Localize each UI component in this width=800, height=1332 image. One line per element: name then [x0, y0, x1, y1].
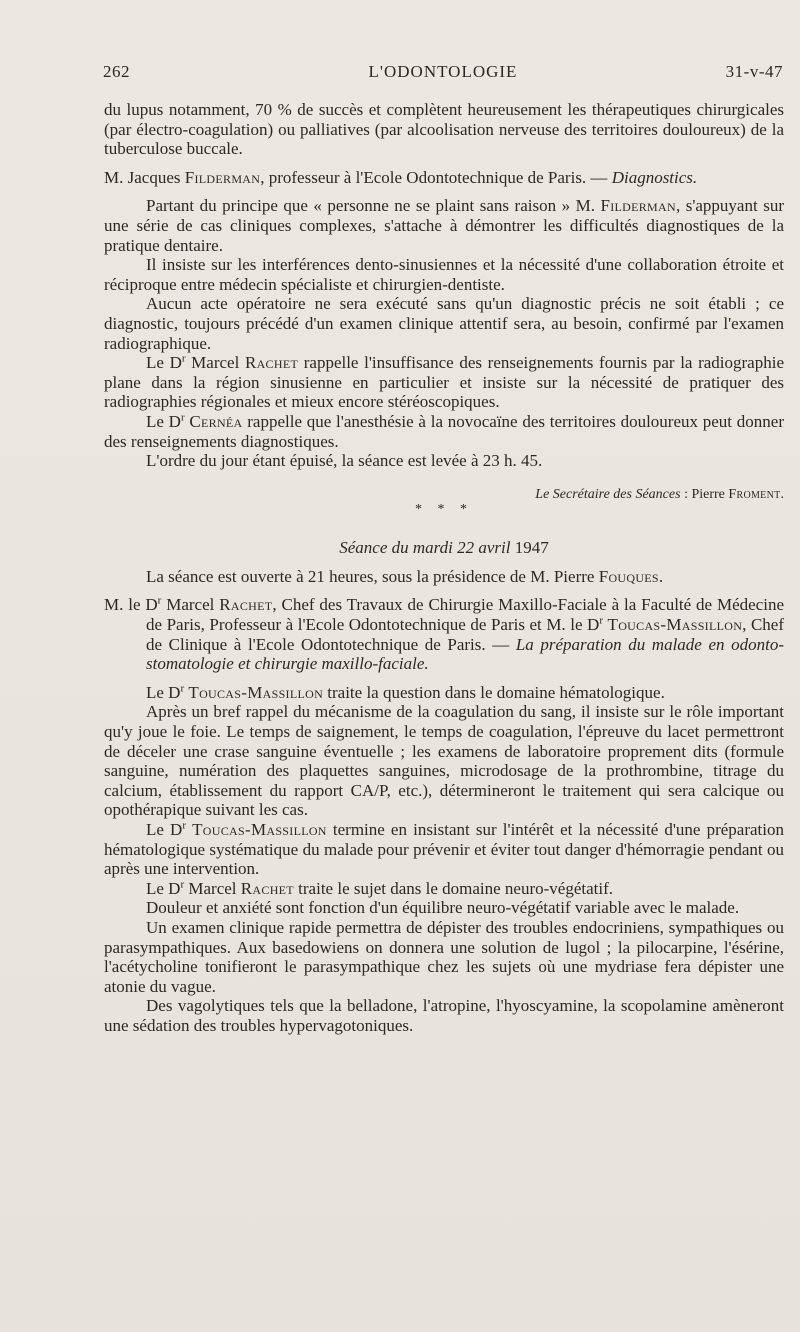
paragraph-aucun: Aucun acte opératoire ne sera exécuté sans qu'un diagnostic précis ne soit établi ; ce diagnostic, toujours précédé d'un examen clinique attentif sera, au besoin, confirmé par l'examen radiographique.	[104, 294, 784, 353]
paragraph-rachet-radiographie: Le $D^r$ Marcel Rachet rappelle l'insuffisance des renseignements fournis par la radiographie plane dans la région sinusienne en particulier et insiste sur la nécessité de pratiquer des radiographies régionales et mieux encore stéréoscopiques.	[104, 352, 785, 412]
author-name: Toucas-Massillon	[188, 682, 324, 702]
paragraph-toucas-hematologie: Le $D^r$ Toucas-Massillon traite la question dans le domaine hématologique.	[146, 682, 665, 702]
paragraph-vagolytiques: Des vagolytiques tels que la belladone, l'atropine, l'hyoscyamine, la scopolamine amèneront une sédation des troubles hypervagotoniques.	[104, 996, 784, 1035]
paragraph-ordre-du-jour: L'ordre du jour étant épuisé, la séance est levée à 23 h. 45.	[146, 451, 543, 471]
speaker-filderman: M. Jacques Filderman, professeur à l'Ecole Odontotechnique de Paris. — Diagnostics.	[104, 167, 698, 187]
author-name: Cernéa	[189, 411, 243, 431]
paragraph-ouverte: La séance est ouverte à 21 heures, sous la présidence de M. Pierre Fouques.	[146, 566, 664, 586]
paragraph-lupus: du lupus notamment, 70 % de succès et complètent heureusement les thérapeutiques chirurgicales (par électro-coagulation) ou palliatives (par alcoolisation nerveuse des territoires douloureux) de la tuberculose buccale.	[104, 100, 784, 159]
page-number: 262	[103, 62, 130, 81]
secretary-signature: Le Secrétaire des Séances : Pierre Froment.	[535, 486, 784, 502]
section-separator: * * *	[415, 502, 473, 518]
author-name: Rachet	[219, 595, 273, 615]
author-name: Toucas-Massillon	[192, 820, 327, 839]
talk-title: Diagnostics.	[611, 167, 698, 187]
paragraph-partant: Partant du principe que « personne ne se plaint sans raison » M. Filderman, s'appuyant sur une série de cas cliniques complexes, s'attache à démontrer les difficultés diagnostiques de la pratique dentaire.	[104, 196, 784, 255]
author-name: Rachet	[240, 878, 294, 898]
paragraph-insiste: Il insiste sur les interférences dento-sinusiennes et la nécessité d'une collaboration étroite et réciproque entre médecin spécialiste et chirurgien-dentiste.	[104, 255, 784, 294]
running-header	[103, 62, 783, 86]
author-name: Fouques	[598, 566, 659, 586]
session-title: Séance du mardi 22 avril 1947	[339, 538, 549, 558]
author-name: Rachet	[244, 353, 299, 373]
author-name: Filderman	[600, 196, 676, 216]
talk-title: La préparation du malade en odonto-stomatologie et chirurgie maxillo-faciale.	[146, 634, 784, 674]
journal-title: L'ODONTOLOGIE	[368, 62, 518, 81]
author-name: Filderman	[184, 167, 261, 187]
paragraph-douleur: Douleur et anxiété sont fonction d'un équilibre neuro-végétatif variable avec le malade.	[146, 898, 740, 918]
author-name: Toucas-Massillon	[607, 615, 743, 635]
paragraph-rachet-neuro: Le $D^r$ Marcel Rachet traite le sujet dans le domaine neuro-végétatif.	[146, 878, 614, 898]
issue-date: 31-v-47	[725, 62, 783, 81]
paragraph-examen: Un examen clinique rapide permettra de dépister des troubles endocriniens, sympathiques ou parasympathiques. Aux basedowiens on donnera une solution de lugol ; la pilocarpine, l'ésérine, l'acétycholine tonifieront le parasympathique chez les sujets où une mydriase fera dépister une atonie du vague.	[104, 917, 784, 996]
speaker-rachet-toucas: M. le $D^r$ Marcel Rachet, Chef des Travaux de Chirurgie Maxillo-Faciale à la Faculté de Médecine de Paris, Professeur à l'Ecole Odontotechnique de Paris et M. le $D^r$ Toucas-Massillon, Chef de Clinique à l'Ecole Odontotechnique de Paris. — La préparation du malade en odonto-stomatologie et chirurgie maxillo-faciale.	[104, 594, 785, 674]
paragraph-apres: Après un bref rappel du mécanisme de la coagulation du sang, il insiste sur le rôle important qu'y joue le foie. Le temps de saignement, le temps de coagulation, l'épreuve du lacet permettront de déceler une crase sanguine éventuelle ; les examens de laboratoire proprement dits (formule sanguine, numération des plaquettes sanguines, microdosage de la prothrombine, titrage du calcium, établissement du rapport CA/P, etc.), détermineront le traitement qui sera calcique ou opothérapique suivant les cas.	[104, 702, 784, 820]
paragraph-toucas-termine: Le $D^r$ Toucas-Massillon termine en insistant sur l'intérêt et la nécessité d'une préparation hématologique systématique du malade pour prévenir et éviter tout danger d'hémorragie pendant ou après une intervention.	[104, 819, 784, 879]
article-body	[104, 100, 784, 1036]
paragraph-cernea: Le $D^r$ Cernéa rappelle que l'anesthésie à la novocaïne des territoires douloureux peut donner des renseignements diagnostiques.	[104, 411, 784, 451]
